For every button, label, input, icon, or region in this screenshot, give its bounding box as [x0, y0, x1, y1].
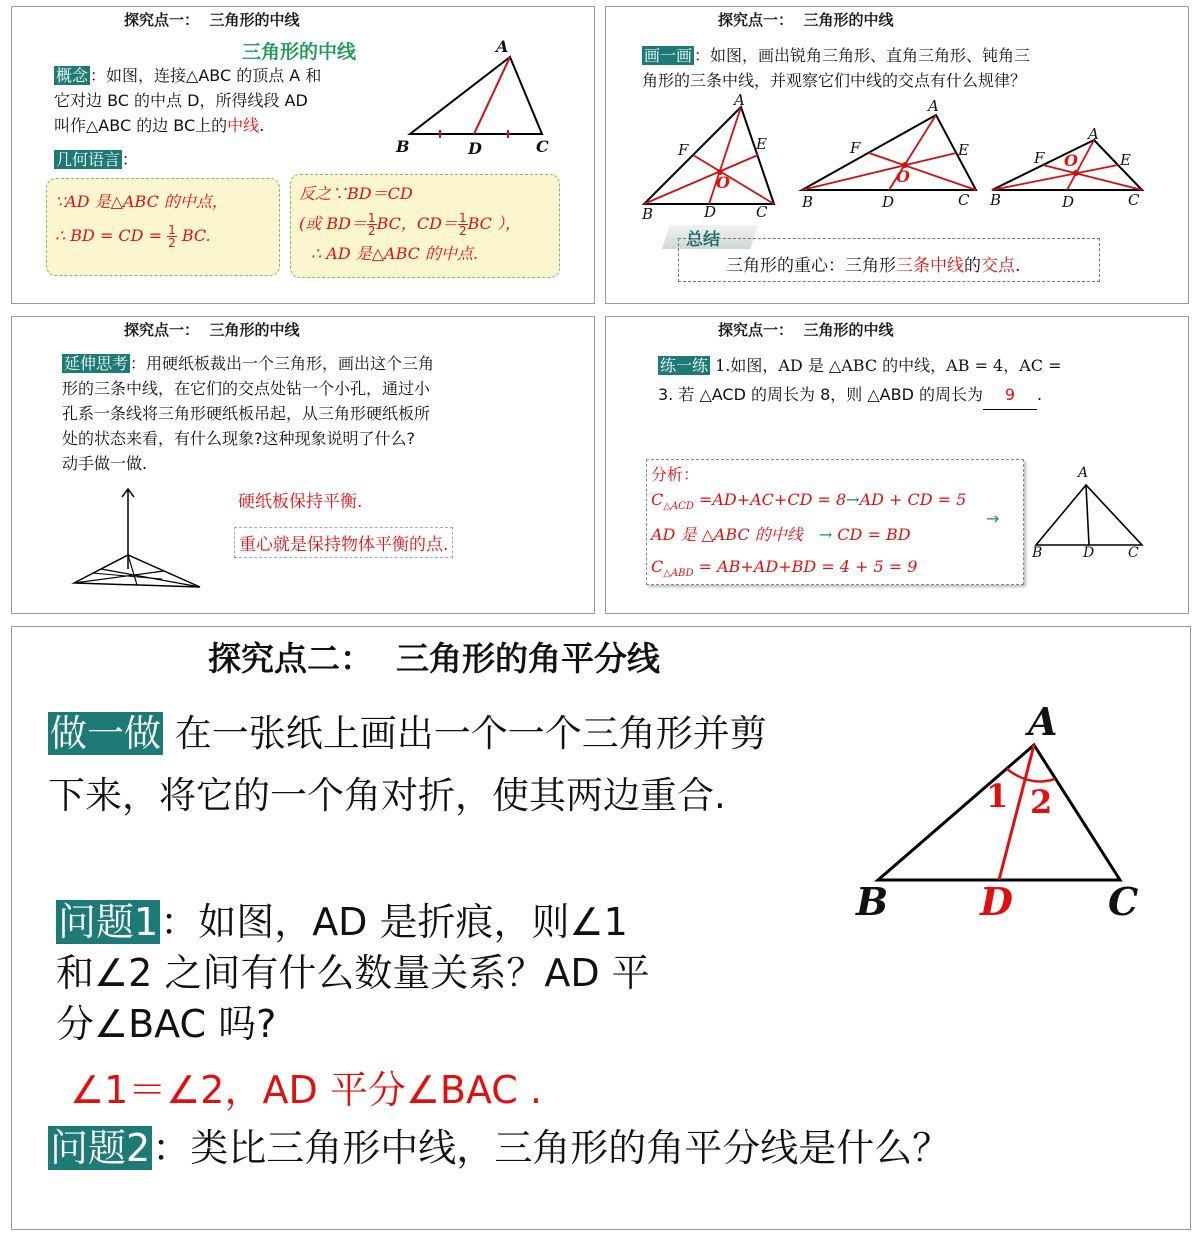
- practice-line-1: 1.如图，AD 是 △ABC 的中线，AB = 4，AC =: [710, 356, 1062, 375]
- frac-num: 1: [367, 211, 376, 225]
- concept-median-word: 中线: [227, 116, 260, 135]
- box2-line-2a: (或 BD＝: [299, 214, 367, 233]
- question-1-line-1: ：如图，AD 是折痕，则∠1: [160, 900, 628, 944]
- t2-label-c: C: [958, 191, 970, 209]
- slide-angle-bisector: [11, 626, 1191, 1230]
- question-1-line-3: 分∠BAC 吗?: [56, 1002, 277, 1046]
- analysis-sub-acd: △ACD: [663, 501, 694, 513]
- arrow-icon: →: [818, 525, 833, 545]
- t3-label-o: O: [1064, 151, 1078, 170]
- geometry-box-1: [46, 178, 280, 276]
- extension-line-3: 孔系一条线将三角形硬纸板吊起，从三角形硬纸板所: [62, 404, 431, 423]
- box2-line-2c: BC ），: [467, 214, 521, 233]
- practice-label-a: A: [1078, 465, 1089, 481]
- slide-header-large: 探究点二： 三角形的角平分线: [208, 639, 660, 678]
- t1-label-c: C: [756, 203, 768, 221]
- box1-line-1: ∵AD 是△ABC 的中点，: [55, 192, 228, 211]
- question-1-tag: 问题1: [58, 900, 159, 944]
- answer-balance: 硬纸板保持平衡.: [238, 492, 363, 512]
- vertex-label-d: D: [468, 139, 482, 158]
- t2-label-b: B: [802, 193, 814, 211]
- box2-line-3: ∴ AD 是△ABC 的中点.: [311, 244, 479, 263]
- practice-label-b: B: [1032, 545, 1043, 561]
- arrow-right-icon: →: [986, 509, 1000, 528]
- practice-label-d: D: [1083, 545, 1095, 561]
- box1-line-2b: BC.: [176, 226, 211, 245]
- analysis-sub-abd: △ABD: [663, 568, 694, 580]
- practice-line-2: 3. 若 △ACD 的周长为 8，则 △ABD 的周长为: [658, 385, 983, 404]
- analysis-line-1b: AD + CD = 5: [859, 490, 967, 509]
- do-it-line-1: 在一张纸上画出一个一个三角形并剪: [163, 712, 767, 755]
- extension-line-5: 动手做一做.: [62, 454, 148, 473]
- question-2-text: ：类比三角形中线，三角形的角平分线是什么？: [152, 1126, 951, 1170]
- t1-label-b: B: [642, 205, 654, 223]
- answer-centroid: 重心就是保持物体平衡的点.: [234, 527, 453, 558]
- slide-title: 三角形的中线: [242, 41, 357, 63]
- slide-header: 探究点一： 三角形的中线: [124, 11, 300, 29]
- slide-practice: [605, 316, 1189, 614]
- angle-label-1: 1: [986, 777, 1009, 815]
- analysis-line-2b: CD = BD: [832, 525, 911, 545]
- practice-label-c: C: [1128, 545, 1139, 561]
- geometry-box-2: [290, 174, 560, 278]
- bisector-label-d: D: [980, 879, 1013, 924]
- draw-tag: 画一画: [644, 46, 693, 65]
- arrow-icon: →: [846, 490, 860, 509]
- slide-header: 探究点一： 三角形的中线: [718, 11, 894, 29]
- practice-answer: 9: [983, 380, 1037, 410]
- t1-label-d: D: [704, 203, 717, 221]
- question-1: [56, 897, 796, 1050]
- practice-triangle: [606, 317, 1190, 615]
- summary-intersection: 交点: [981, 256, 1015, 276]
- t2-label-o: O: [896, 167, 910, 186]
- do-it-tag: 做一做: [50, 712, 161, 755]
- concept-line-1: ：如图，连接△ABC 的顶点 A 和: [90, 66, 322, 85]
- fraction-half-3: [458, 212, 468, 237]
- box1-line-2: ∴ BD = CD =: [55, 226, 162, 245]
- frac-den: 2: [367, 224, 376, 238]
- t2-label-e: E: [958, 141, 969, 159]
- summary-text: [726, 251, 1020, 276]
- frac-den: 2: [458, 224, 467, 238]
- angle-label-2: 2: [1030, 783, 1053, 821]
- analysis-line-3: = AB+AD+BD = 4 + 5 = 9: [693, 557, 918, 577]
- analysis-title: 分析：: [651, 465, 700, 484]
- t1-label-f: F: [678, 141, 689, 159]
- concept-line-3: 叫作△ABC 的边 BC上的: [54, 116, 228, 135]
- summary-three-medians: 三条中线: [896, 256, 964, 276]
- analysis-line-2: AD 是 △ABC 的中线: [651, 525, 803, 545]
- question-2-tag: 问题2: [50, 1126, 151, 1170]
- t2-label-a: A: [928, 97, 939, 115]
- vertex-label-b: B: [396, 137, 410, 156]
- analysis-c: C: [651, 490, 664, 509]
- t1-label-e: E: [756, 135, 767, 153]
- extension-tag: 延伸思考: [64, 354, 129, 373]
- fraction-half-2: [367, 212, 377, 237]
- t3-label-f: F: [1034, 149, 1045, 167]
- frac-den: 2: [168, 236, 176, 250]
- practice-tag: 练一练: [660, 356, 709, 375]
- box2-converse: 反之∵BD＝CD: [299, 184, 413, 203]
- extension-line-4: 处的状态来看，有什么现象?这种现象说明了什么?: [62, 429, 415, 448]
- slide-header: 探究点一： 三角形的中线: [718, 321, 894, 339]
- hanging-triangle-figure: [12, 317, 596, 615]
- geometry-tag: 几何语言: [56, 150, 121, 169]
- t3-label-b: B: [990, 191, 1002, 209]
- t1-label-a: A: [734, 91, 745, 109]
- concept-line-2: 它对边 BC 的中点 D，所得线段 AD: [54, 91, 308, 110]
- concept-period: .: [259, 116, 265, 135]
- bisector-label-c: C: [1108, 879, 1139, 924]
- question-1-answer: ∠1＝∠2，AD 平分∠BAC .: [70, 1068, 542, 1112]
- question-1-line-2: 和∠2 之间有什么数量关系？AD 平: [56, 951, 650, 995]
- vertex-label-a: A: [496, 37, 509, 56]
- slide-extension-thinking: [11, 316, 595, 614]
- slide-header: 探究点一： 三角形的中线: [124, 321, 300, 339]
- frac-num: 1: [168, 223, 176, 237]
- slide-draw-medians: [605, 6, 1189, 304]
- summary-part-a: 三角形的重心：三角形: [726, 256, 896, 276]
- t3-label-e: E: [1120, 151, 1131, 169]
- concept-tag: 概念: [56, 66, 89, 85]
- practice-period: .: [1036, 385, 1043, 404]
- t3-label-a: A: [1088, 125, 1099, 143]
- bisector-label-a: A: [1028, 699, 1058, 744]
- extension-line-2: 形的三条中线，在它们的交点处钻一个小孔，通过小: [62, 379, 431, 398]
- analysis-c2: C: [651, 557, 664, 577]
- extension-line-1: ：用硬纸板裁出一个三角形，画出这个三角: [130, 354, 435, 373]
- summary-part-c: 的: [964, 256, 981, 276]
- draw-line-1: ：如图，画出锐角三角形、直角三角形、钝角三: [694, 46, 1031, 65]
- t3-label-c: C: [1128, 191, 1140, 209]
- do-it-line-2: 下来，将它的一个角对折，使其两边重合.: [48, 774, 726, 817]
- slide-median-concept: [11, 6, 595, 304]
- question-2: [48, 1117, 950, 1172]
- t3-label-d: D: [1062, 193, 1075, 211]
- analysis-line-1: =AD+AC+CD = 8: [693, 490, 847, 509]
- bisector-label-b: B: [856, 879, 889, 924]
- box2-line-2b: BC，CD＝: [376, 214, 458, 233]
- t2-label-f: F: [850, 139, 861, 157]
- frac-num: 1: [458, 211, 467, 225]
- summary-tag: 总结: [686, 230, 720, 250]
- t1-label-o: O: [716, 173, 730, 192]
- draw-line-2: 角形的三条中线，并观察它们中线的交点有什么规律？: [642, 71, 1027, 90]
- summary-period: .: [1015, 256, 1021, 276]
- vertex-label-c: C: [536, 137, 549, 156]
- t2-label-d: D: [882, 193, 895, 211]
- fraction-half: [167, 224, 177, 249]
- geometry-colon: ：: [122, 150, 139, 169]
